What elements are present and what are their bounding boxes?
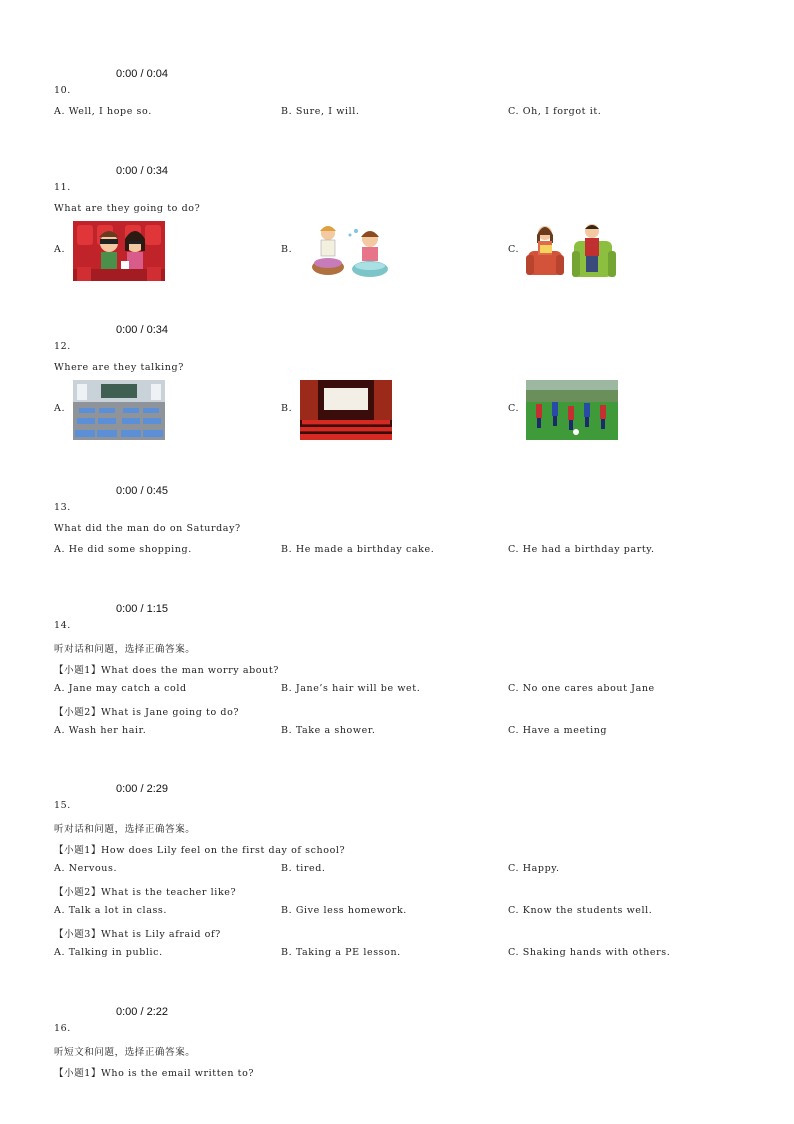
audio-player-time[interactable]: 0:00 / 0:04 [116, 68, 168, 80]
option-c[interactable]: C. He had a birthday party. [508, 544, 655, 555]
option-c[interactable]: C. Have a meeting [508, 725, 608, 736]
sub-question-prompt: 【小题1】Who is the email written to? [54, 1068, 255, 1079]
sub-question-prompt: 【小题1】How does Lily feel on the first day of school? [54, 845, 346, 856]
audio-player-time[interactable]: 0:00 / 2:29 [116, 783, 168, 795]
option-b[interactable]: B. Jane’s hair will be wet. [281, 683, 421, 694]
option-b[interactable]: B. Give less homework. [281, 905, 407, 916]
option-a-label: A. [54, 403, 66, 414]
option-b[interactable]: B. Taking a PE lesson. [281, 947, 401, 958]
option-a[interactable]: A. Jane may catch a cold [54, 683, 187, 694]
question-instruction: 听短文和问题，选择正确答案。 [54, 1047, 196, 1058]
option-c-label: C. [508, 244, 520, 255]
question-number: 15. [54, 800, 71, 811]
option-c[interactable]: C. Oh, I forgot it. [508, 106, 602, 117]
option-a-label: A. [54, 244, 66, 255]
question-stem: Where are they talking? [54, 362, 184, 373]
option-a[interactable]: A. He did some shopping. [54, 544, 192, 555]
sub-question-prompt: 【小题2】What is the teacher like? [54, 887, 237, 898]
option-a[interactable]: A. Well, I hope so. [54, 106, 152, 117]
classroom-image[interactable] [73, 380, 165, 440]
option-a[interactable]: A. Wash her hair. [54, 725, 147, 736]
reading-on-sofa-image[interactable] [526, 221, 618, 281]
option-a[interactable]: A. Talking in public. [54, 947, 163, 958]
sub-question-prompt: 【小题3】What is Lily afraid of? [54, 929, 221, 940]
question-stem: What did the man do on Saturday? [54, 523, 241, 534]
audio-player-time[interactable]: 0:00 / 2:22 [116, 1006, 168, 1018]
question-number: 10. [54, 85, 71, 96]
football-field-image[interactable] [526, 380, 618, 440]
cinema-audience-image[interactable] [73, 221, 165, 281]
sub-question-prompt: 【小题1】What does the man worry about? [54, 665, 279, 676]
washing-clothes-image[interactable] [300, 221, 392, 281]
option-b[interactable]: B. Take a shower. [281, 725, 376, 736]
question-number: 12. [54, 341, 71, 352]
audio-player-time[interactable]: 0:00 / 0:34 [116, 165, 168, 177]
question-number: 11. [54, 182, 71, 193]
audio-player-time[interactable]: 0:00 / 0:34 [116, 324, 168, 336]
question-number: 13. [54, 502, 71, 513]
option-c[interactable]: C. Shaking hands with others. [508, 947, 671, 958]
question-number: 16. [54, 1023, 71, 1034]
question-number: 14. [54, 620, 71, 631]
option-b[interactable]: B. tired. [281, 863, 326, 874]
question-stem: What are they going to do? [54, 203, 201, 214]
option-b-label: B. [281, 403, 293, 414]
option-b[interactable]: B. He made a birthday cake. [281, 544, 435, 555]
question-instruction: 听对话和问题，选择正确答案。 [54, 644, 196, 655]
option-b[interactable]: B. Sure, I will. [281, 106, 360, 117]
cinema-hall-image[interactable] [300, 380, 392, 440]
question-instruction: 听对话和问题，选择正确答案。 [54, 824, 196, 835]
option-c[interactable]: C. Know the students well. [508, 905, 653, 916]
sub-question-prompt: 【小题2】What is Jane going to do? [54, 707, 240, 718]
option-c[interactable]: C. Happy. [508, 863, 560, 874]
audio-player-time[interactable]: 0:00 / 1:15 [116, 603, 168, 615]
option-a[interactable]: A. Nervous. [54, 863, 118, 874]
option-b-label: B. [281, 244, 293, 255]
option-c-label: C. [508, 403, 520, 414]
option-c[interactable]: C. No one cares about Jane [508, 683, 655, 694]
audio-player-time[interactable]: 0:00 / 0:45 [116, 485, 168, 497]
option-a[interactable]: A. Talk a lot in class. [54, 905, 168, 916]
